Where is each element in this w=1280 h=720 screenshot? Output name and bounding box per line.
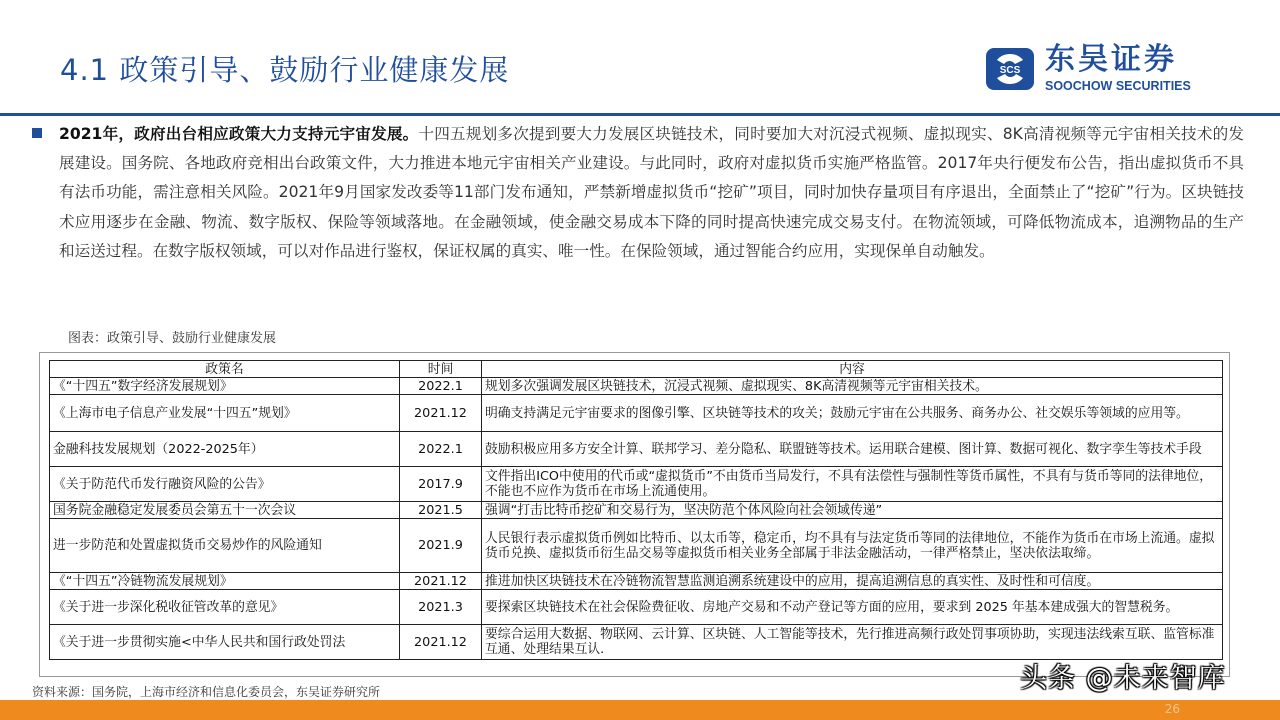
policy-name-cell: 《关于进一步贯彻实施<中华人民共和国行政处罚法 — [50, 625, 400, 660]
policy-content-cell: 强调“打击比特币挖矿和交易行为，坚决防范个体风险向社会领域传递” — [482, 502, 1223, 519]
logo-english-name: SOOCHOW SECURITIES — [1045, 79, 1191, 93]
policy-name-cell: 金融科技发展规划（2022-2025年） — [50, 432, 400, 467]
policy-content-cell: 规划多次强调发展区块链技术，沉浸式视频、虚拟现实、8K高清视频等元宇宙相关技术。 — [482, 378, 1223, 395]
column-header-date: 时间 — [400, 361, 482, 378]
policy-date-cell: 2021.5 — [400, 502, 482, 519]
policy-date-cell: 2021.12 — [400, 625, 482, 660]
paragraph-lead: 2021年，政府出台相应政策大力支持元宇宙发展。 — [59, 125, 419, 143]
footer-bar — [0, 700, 1280, 720]
column-header-policy: 政策名 — [50, 361, 400, 378]
policy-content-cell: 鼓励积极应用多方安全计算、联邦学习、差分隐私、联盟链等技术。运用联合建模、图计算、数据可视化、数字孪生等技术手段 — [482, 432, 1223, 467]
policy-content-cell: 明确支持满足元宇宙要求的图像引擎、区块链等技术的攻关；鼓励元宇宙在公共服务、商务办公、社交娱乐等领域的应用等。 — [482, 395, 1223, 432]
policy-content-cell: 推进加快区块链技术在冷链物流智慧监测追溯系统建设中的应用，提高追溯信息的真实性、及时性和可信度。 — [482, 573, 1223, 590]
table-row — [50, 590, 1223, 625]
table-row — [50, 625, 1223, 660]
policy-date-cell: 2017.9 — [400, 467, 482, 502]
policy-name-cell: 《关于进一步深化税收征管改革的意见》 — [50, 590, 400, 625]
header-divider — [0, 113, 1280, 116]
watermark: 头条 @未来智库 — [1020, 663, 1226, 694]
policy-content-cell: 要综合运用大数据、物联网、云计算、区块链、人工智能等技术，先行推进高频行政处罚事项协助，实现违法线索互联、监管标准互通、处理结果互认. — [482, 625, 1223, 660]
policy-name-cell: 《“十四五”冷链物流发展规划》 — [50, 573, 400, 590]
table-header-row — [50, 361, 1223, 378]
paragraph-text: 十四五规划多次提到要大力发展区块链技术，同时要加大对沉浸式视频、虚拟现实、8K高清视频等元宇宙相关技术的发展建设。国务院、各地政府竞相出台政策文件，大力推进本地元宇宙相关产业建设。与此同时，政府对虚拟货币实施严格监管。2017年央行便发布公告，指出虚拟货币不具有法币功能，需注意相关风险。2021年9月国家发改委等11部门发布通知，严禁新增虚拟货币“挖矿”项目，同时加快存量项目有序退出，全面禁止了“挖矿”行为。区块链技术应用逐步在金融、物流、数字版权、保险等领域落地。在金融领域，使金融交易成本下降的同时提高快速完成交易支付。在物流领域，可降低物流成本，追溯物品的生产和运送过程。在数字版权领域，可以对作品进行鉴权，保证权属的真实、唯一性。在保险领域，通过智能合约应用，实现保单自动触发。 — [59, 125, 1244, 260]
policy-name-cell: 国务院金融稳定发展委员会第五十一次会议 — [50, 502, 400, 519]
policy-name-cell: 《上海市电子信息产业发展“十四五”规划》 — [50, 395, 400, 432]
policy-name-cell: 《“十四五”数字经济发展规划》 — [50, 378, 400, 395]
table-row — [50, 502, 1223, 519]
policy-date-cell: 2022.1 — [400, 432, 482, 467]
policy-date-cell: 2021.12 — [400, 573, 482, 590]
table-row — [50, 519, 1223, 573]
table-row — [50, 395, 1223, 432]
table-row — [50, 378, 1223, 395]
table-row — [50, 573, 1223, 590]
logo-mark-text: SCS — [999, 65, 1021, 76]
source-note: 资料来源：国务院，上海市经济和信息化委员会，东吴证券研究所 — [32, 685, 381, 699]
company-logo — [985, 40, 1215, 100]
body-paragraph — [59, 120, 1244, 266]
policy-date-cell: 2022.1 — [400, 378, 482, 395]
policy-table — [49, 360, 1223, 660]
page-number: 26 — [1164, 702, 1180, 716]
table-row — [50, 467, 1223, 502]
policy-content-cell: 人民银行表示虚拟货币例如比特币、以太币等，稳定币，均不具有与法定货币等同的法律地位，不能作为货币在市场上流通。虚拟货币兑换、虚拟货币衍生品交易等虚拟货币相关业务全部属于非法金融活动，一律严格禁止，坚决依法取缔。 — [482, 519, 1223, 573]
bullet-square-icon — [32, 128, 42, 138]
policy-name-cell: 进一步防范和处置虚拟货币交易炒作的风险通知 — [50, 519, 400, 573]
policy-name-cell: 《关于防范代币发行融资风险的公告》 — [50, 467, 400, 502]
column-header-content: 内容 — [482, 361, 1223, 378]
scs-logo-icon — [985, 44, 1035, 94]
policy-content-cell: 要探索区块链技术在社会保险费征收、房地产交易和不动产登记等方面的应用，要求到 2025 年基本建成强大的智慧税务。 — [482, 590, 1223, 625]
logo-chinese-name: 东吴证券 — [1045, 42, 1177, 77]
table-row — [50, 432, 1223, 467]
figure-caption: 图表：政策引导、鼓励行业健康发展 — [68, 331, 277, 346]
policy-date-cell: 2021.12 — [400, 395, 482, 432]
policy-content-cell: 文件指出ICO中使用的代币或“虚拟货币”不由货币当局发行，不具有法偿性与强制性等货币属性，不具有与货币等同的法律地位，不能也不应作为货币在市场上流通使用。 — [482, 467, 1223, 502]
page-title: 4.1 政策引导、鼓励行业健康发展 — [60, 53, 510, 87]
policy-date-cell: 2021.9 — [400, 519, 482, 573]
policy-date-cell: 2021.3 — [400, 590, 482, 625]
